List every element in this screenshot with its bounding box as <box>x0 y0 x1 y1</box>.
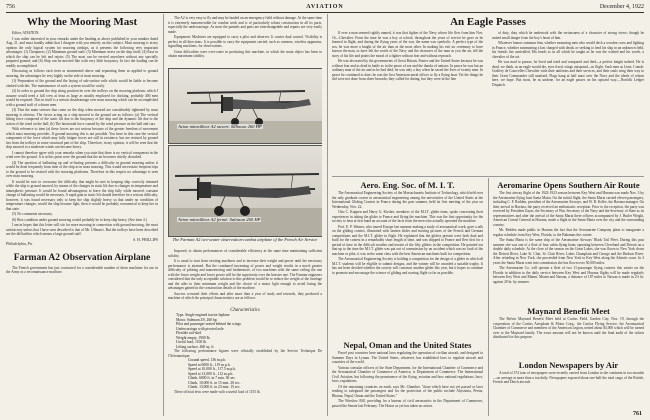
middle-column <box>168 16 322 416</box>
list-item: Climb, 6000 ft. in 7 min. 30 sec. <box>188 376 236 381</box>
paragraph: Success crowned their efforts and after more than a year of study and research, they produced a machine of which the principal characteristics are as follows: <box>168 291 322 300</box>
paragraph: (4) The question of ballasting up and re-lusting presents a difficulty in ground mooring unless it would be done frequently from time of the ship as in mast mooring. This would necessitate frequent trips to the ground to be resisted with the mooring platforms. Therefore in this respect no advantage is seen over mast mooring. <box>6 160 158 178</box>
aeromarine-body <box>493 191 644 303</box>
letter-body <box>6 31 158 247</box>
performance-intro: The following performance figures were officially established by the Service Technique De l'Aéronautique: <box>168 349 322 358</box>
page-number-left: 756 <box>6 4 15 10</box>
eagle-col-right <box>492 31 644 176</box>
paragraph: It is usual to start from existing machines and to increase their weight and power until the necessary performance is attained. But the continued increasing of power and weight results in a much greater difficulty of piloting and manoeuvring and furthermore, of two machines with the same ceiling the one with the lower weight and lower power will be the superiority over the heavier one. The Farman engineers considered that the only acceptable solution to this problem would be to reduce the weight of the fuselage and the ailes to their minimum weight and the choice of a motor light enough to avoid losing the advantages gained in the construction details of the machine. <box>168 259 322 290</box>
article-title-eagle: An Eagle Passes <box>450 16 526 28</box>
list-item: Weight empty, 1900 lb. <box>176 335 211 340</box>
paragraph: Of the remaining countries on earth, says Mr. Chamber, "those which have not yet passed or laws tending to safeguard the passengers and for the protection of the public include Abyssinia, Persia, Bhutan, Nepal, Oman and the United States." <box>332 384 483 398</box>
list-item: Lifting surface, 460 sq. ft. <box>176 344 215 349</box>
paragraph: (6) Best condition under ground mooring would probably be to keep ship heavy. (See item 4.) <box>12 217 147 222</box>
eagle-col-left <box>332 31 483 176</box>
closing-note: These official tests were made with a useful load of 1155 lb. <box>174 389 261 394</box>
signature-place: Philadelphia, Pa. <box>6 242 33 246</box>
column-four <box>493 180 644 416</box>
list-item: Speed at 13,000 ft., 112 m.p.h. <box>188 371 234 376</box>
paragraph: (1) Preparation of the ground and the laying of sub-surface rails which would be liable to become choked with dirt. The maintenance of such a system would be costly. <box>6 79 158 88</box>
characteristics-list <box>168 313 322 349</box>
farman-continued <box>168 16 322 66</box>
list-item: Climb, 13,000 ft. in 23 min. 15 sec. <box>188 385 241 390</box>
paragraph: Imposed, to obtain performances of considerable efficiency at the same time maintaining sufficient solidity. <box>168 249 322 258</box>
paragraph: Parcel post countries have national laws regulating the operation of civilian aircraft, and designed to Summer Days in Lyman. The United States, whatever, has established laws to regulate aircraft and countries of the world. <box>332 351 483 364</box>
signature-name: S. H. PHILLIPS <box>133 237 158 242</box>
performance-list <box>168 358 322 390</box>
paragraph: The Aeronautical Engineering Society of the Massachusetts Institute of Technology, which held over the only graduate course in aeronautical engineering among the universities of the United States at the International Gliding Contest in France during the past summer, held its first meeting of the year on Wednesday, Nov. 22. <box>332 191 483 209</box>
paragraph: The Aeronautical Engineering Society is holding a competition for the design of a glider in which all M.I.T. students will be eligible to submit designs, and the winner will be awarded a suitable trophy. It has not been decided whether the society will construct another glider this year, but it hopes to continue to promote and encourage the science of gliding and soaring flight so far as possible. <box>332 257 483 275</box>
paragraph: He was mad to pursue, he lived and tried and compared and died—a perfect knight indeed. He is dead, we think, as an eagle would die, eyes fixed, wings outspread—in flight. Such men as Lieut. Comdr. Godfrey de Courcelles Chevalier wish their uniforms and their services, and their souls wing their way to their Great Commander still unafraid. Flags hang at half mast over the Navy and the ideals of whom here, we hope. But most, be as undone, for an eagle passes on his upward way.—Norfolk Ledger Dispatch. <box>492 60 644 87</box>
magazine-name: AVIATION <box>306 4 344 10</box>
header-rule <box>6 12 644 13</box>
characteristics-title: Characteristics <box>230 308 260 313</box>
paragraph: Discussing as follows each item as enumerated above and separating them as applied to ground mooring, the advantages lie very highly on the side of mast mooring: <box>6 69 158 78</box>
list-item: Type, Single engined tractor biplane <box>176 313 230 318</box>
paragraph: If ever a man seemed rightly named, it was that fighter of the Navy whose life flew from him Nov. 16—Chevalier. From the time he was a boy at school, throughout the years of service he gave as he learned in flight, and during the flying years of the war, the name was symbolic. A perfect type of the sea, he was more a knight of the air than as the most other. In making his exit no ceremony to have known the man, to have felt the worth of the Navy and the character of the man as you the air, tell the story of his life and points the moral of a fighter without fear and without reproach. <box>332 31 483 58</box>
article-title-nepal: Nepal, Oman and the United States <box>343 340 472 350</box>
article-title-london: London Newspapers by Air <box>518 360 619 370</box>
issue-date: December 4, 1922 <box>599 4 644 10</box>
paragraph: He was decorated by the governments of Great Britain, France and the United States because he was without fear and as dead in battle as in the peace of sea and the thanks of nations. In peace he was but an ordinary man of the air and as he had died; he was only a boy when he saved the lives of twenty men. In peace he continued to dare; he was the first American naval officer to fly a flying boat. Yet the things he did were not done from sheer bravado; they called for daring, but they were in the line <box>332 59 483 81</box>
paragraph: Various consular officers of the State Department, for the International Chamber of Commerce and the Aeronautical Chamber of Commerce of America, is Department of Commerce. The International Civil Aviation, but following the prominence of the flying, aviation and how national regulations, laws, laws, regulations. <box>332 365 483 383</box>
column-divider <box>163 14 164 416</box>
paragraph: Otto C. Koppen and Harry G. Kirsber, members of the M.I.T. glider team, spoke concerning their experiences in taking the glider to France and flying the machine. This was the first opportunity for the society to hear at first hand an account of the facts from the men who actually operated the machine. <box>332 210 483 223</box>
page-number-right: 761 <box>633 411 642 417</box>
salutation: Editor, AVIATION: <box>12 31 40 35</box>
list-item: Speed at 6000 ft., 119 m.p.h. <box>188 362 231 367</box>
paragraph: Great difficulties were over-come in producing this machine, in which the main object has been to obtain maximum solidity. <box>168 49 322 58</box>
paragraph: Mr. Redden made public in Havana the fact that the Aeromarine Company plans to inaugurate a regular schedule from Key West, Florida, to the Bahamas this winter. <box>493 228 644 237</box>
paragraph: A total of 374 tons of newspapers were recently carried from London to the continent in two months—on average at more than a ton daily. Newspapers exposed about one-half the total cargo of the British, French and Dutch aircraft. <box>493 371 644 384</box>
paragraph: (5) No comments necessary. <box>12 212 53 216</box>
eagle-article <box>332 16 644 176</box>
paragraph: The first airway flight of the 1922-1923 season between Key West and Havana was made Nov. 3 by the Aeromarine flying boat Santa Maria. On the initial flight, the Santa Maria carried eleven passengers, including C. F. Redden, president of the Aeromarine Airways, and W. B. Kolbe, the Havana manager. On their arrival in Havana, the party received an enthusiastic reception. Prior to the reception, the party was received by President Zayas, the Secretary of War, Secretary of the Navy and the Secretary of State as its representatives and after the arrival of the Santa Maria there officers accompanied by J. Butler Wright, American Consul General in Havana, made a flight in the Santa Maria over the city and the surrounding country. <box>493 191 644 227</box>
column-divider <box>327 14 328 416</box>
list-item: Useful load, 1100 lb. <box>176 340 207 345</box>
column-divider <box>488 178 489 416</box>
section-divider <box>332 176 644 177</box>
paragraph: Prof. E. P. Warner, who toured Europe last summer making a study of aeronautical work, gave a talk on the gliding contest, illustrated with lantern slides and moving pictures of the French and German competitions and the M.I.T. glider in flight. He explained that the gliders present were both dual and built for the contest in a remarkably short length of time, and was shipped to France and flew first for a period of time in the difficult weather and terrain of the fifty gliders in the competition. He pointed out that up to the time the M.I.T. glider was put out of commission by an accident which was no fault of the machine or pilot, it was in the same class with the best American machines built for competition. <box>332 224 483 256</box>
list-item: Speed at 10,000 ft., 117.5 m.p.h. <box>188 367 237 372</box>
paragraph: The A2 is very easy to fly and may be landed on an emergency field without damage. At the same time it is extremely manoeuvrable for combat work and is of particularly robust construction in all its parts, especially the undercarriage. As most the pannels and parts are interchangeable and repairs are very easily made. <box>168 16 322 34</box>
paragraph: The Belvin Maynard Benefit Meet held at Curtiss Field, Garden City, Nov. 19, through the cooperation of the Curtiss Aeroplane & Motor Corp., the Curtiss Flying Service, the Aeronautical Chamber of Commerce and members of the American Legion, netted about $3,000 which will be turned over to the Maynard family. The exact amount will not be known until the final audit of the tickets distributed for this purpose. <box>493 317 644 339</box>
paragraph: With reference to item (a) these forces are not serious because of the greater freedom of movement which mast mooring provides. If ground mooring this is not possible. You have in this case the vertical component of the force which may fully fatigue forces are still in existence, but are resisted by ground ties from the trolleys in some structural part of the ship. Therefore, in my opinion, it will be seen that the ship moored to a moderate winds can become heavy. <box>6 127 158 149</box>
paragraph: (2) In order to ground the ship along position be over the trolleys on the mooring platform, which I assume would need a full crew at least as large as usually employed for docking, probably 400 men would be required. This in itself is a serious disadvantage over mast mooring which can be accomplished with a ground staff of a dozen men. <box>6 89 158 107</box>
list-item: Motor, Salmson Z9, 260 hp. <box>176 317 218 322</box>
list-item: Undercarriage with pivoted axle <box>176 326 224 331</box>
airplane-illustration <box>169 69 322 143</box>
characteristics-section <box>168 308 322 394</box>
list-item: Ground speed, 136 m.p.h. <box>188 358 227 363</box>
article-title-aeromarine: Aeromarine Opens Southern Air Route <box>497 180 640 190</box>
paragraph: The Santa Maria is the same ship of the Aeromarine Airways' Black Tail Fleet. During this past summer she was one of a fleet of four cabin flying boats operating between Cleveland and Detroit on a double daily schedule. At the close of the season on the Great Lakes, she was flown to New York down the Detroit River, Lake St. Clair, St. Clair River, Lakes Champlain and George and the Hudson River. After refueling in New York, she proceeded from New York to Key West along the Atlantic coast. In 2 years the Santa Maria went into commission she has flown over 50,000 miles. <box>493 238 644 265</box>
paragraph: I am in hopes that this letter will stir for more mooring in connection with ground mooring, the most satisfactory unless that I have seen described is that of Mr. Ullman's. But the trolleys have been described are the difficulties which means a large ground staff. <box>6 223 158 236</box>
paragraph: I was rather interested in your remarks under the heading as above published in your number dated Aug. 21, and must frankly admit that I disagree with you entirely on this subject. Mast mooring is in my opinion the only logical system for mooring airships, as it presents the following very important advantages: (1) Cheapness; (2) Minimum ground staff; (3) Minimum stress on the ship itself; (4) Ease in which the ship can be left and rejoin; (5) The mast can be erected anywhere without any specially prepared ground; and (6) Ship can be moored like with very little buoyancy. In fact the loading can be readily accomplished. <box>6 36 158 68</box>
paragraph: It would be nice to overcome the difficulty that might be met in keeping ship correctly trimmed while the ship is ground moored, by means of the changes in static lift due to changes in temperature and atmospheric pressure. It would be found advantageous to leave the ship fully while moored, constant change of ballasting would be necessary. A rapid gain in static lift should therefore be a serious difficulty, however, it was found necessary only to keep the ship slightly heavy so that under no condition of temperature changes, would the ship become light, then it would be probably economical to keep her in that state. <box>6 179 158 211</box>
nepal-body <box>332 351 483 416</box>
paragraph: Equipment: Machines are equipped to carry a pilot and observer. It carries dual control. Visibility is perfect in all directions. It is possible to carry the equipment carried, such as cameras, wireless apparatus, signalling machines, for observations. <box>168 35 322 48</box>
airplane-photo-open <box>168 68 322 144</box>
paragraph: (3) That the main stresses that come on the ship when moored are considerably tightened by mast mooring is obvious. The forces acting on a ship moored to the ground are as follows: (a) The vertical lifting force composed of the static lift due to the buoyancy of the ship and the dynamic lift due to the action of the wind on the hull; (b) The horizontal force caused by the wind pressure on the hull and cars. <box>6 108 158 126</box>
article-title-farman: Farman A2 Observation Airplane <box>13 252 151 263</box>
list-item: Climb, 10,000 ft. in 15 min. 20 sec. <box>188 380 241 385</box>
photo-caption-closed: Avion mitrailleur A2 fermé. Salmson 260 HP <box>178 217 261 222</box>
article-title-mooring-mast: Why the Mooring Mast <box>26 16 138 28</box>
london-body <box>493 371 644 401</box>
paragraph: The French government has just contracted for a considerable number of these machines for use in the Army as a reconnaissance machine. <box>6 265 158 274</box>
paragraph: The Winslow Bill, providing for a bureau of civil aeronautics in the Department of Commerce, passed the Senate last February. The House as yet has taken no action. <box>332 399 483 408</box>
photo-caption-open: Avion mitrailleur A2 ouvert. Salmson 260 HP <box>178 124 262 129</box>
farman-intro <box>6 266 158 276</box>
paragraph: of duty, duty which he undertook with the seriousness of a character of strong views; though he united small danger from the boy's heart of him. <box>492 31 644 40</box>
article-title-aero-eng: Aero. Eng. Soc. of M. I. T. <box>360 180 455 190</box>
figure-caption: The Farman A2 two-seater observation-combat airplane of the French Air Service <box>172 237 318 242</box>
left-column <box>6 16 158 416</box>
maynard-body <box>493 317 644 357</box>
airplane-photo-closed <box>168 145 322 237</box>
paragraph: I cannot therefore agree with your remarks when you state that there is no vertical component in the wind over the ground. It is at this point were the ground that the air becomes chiefly disturbed. <box>6 150 158 159</box>
farman-body <box>168 249 322 307</box>
column-three <box>332 180 483 416</box>
aero-eng-body <box>332 191 483 337</box>
paragraph: The Aeromarine Co. will operate a fleet of two 11-passenger flying cruisers this winter on the Florida in addition to the daily service between Key West and Havana flights will be made regularly between Key West and Miami, Miami and Nassau, a distance of 187 miles to Nassau is made in 2½ hr. against 20 hr. by steamer. <box>493 266 644 284</box>
paragraph: Whatever honors summon him, whether mourning men who would deck a wooden cross and lighting in France, whether summoning a last charged with death, or seeking to lend his ship in an unknown field, his friends lies unrivalled. His heads to us all which he taught as he was the wished and his worth, a chevalier of the air. <box>492 41 644 59</box>
article-title-maynard: Maynard Benefit Meet <box>527 306 610 316</box>
list-item: Pilot and passenger seated behind the wings <box>176 322 241 327</box>
airplane-illustration <box>169 146 322 236</box>
list-item: Flexible tail-skid <box>176 331 202 336</box>
